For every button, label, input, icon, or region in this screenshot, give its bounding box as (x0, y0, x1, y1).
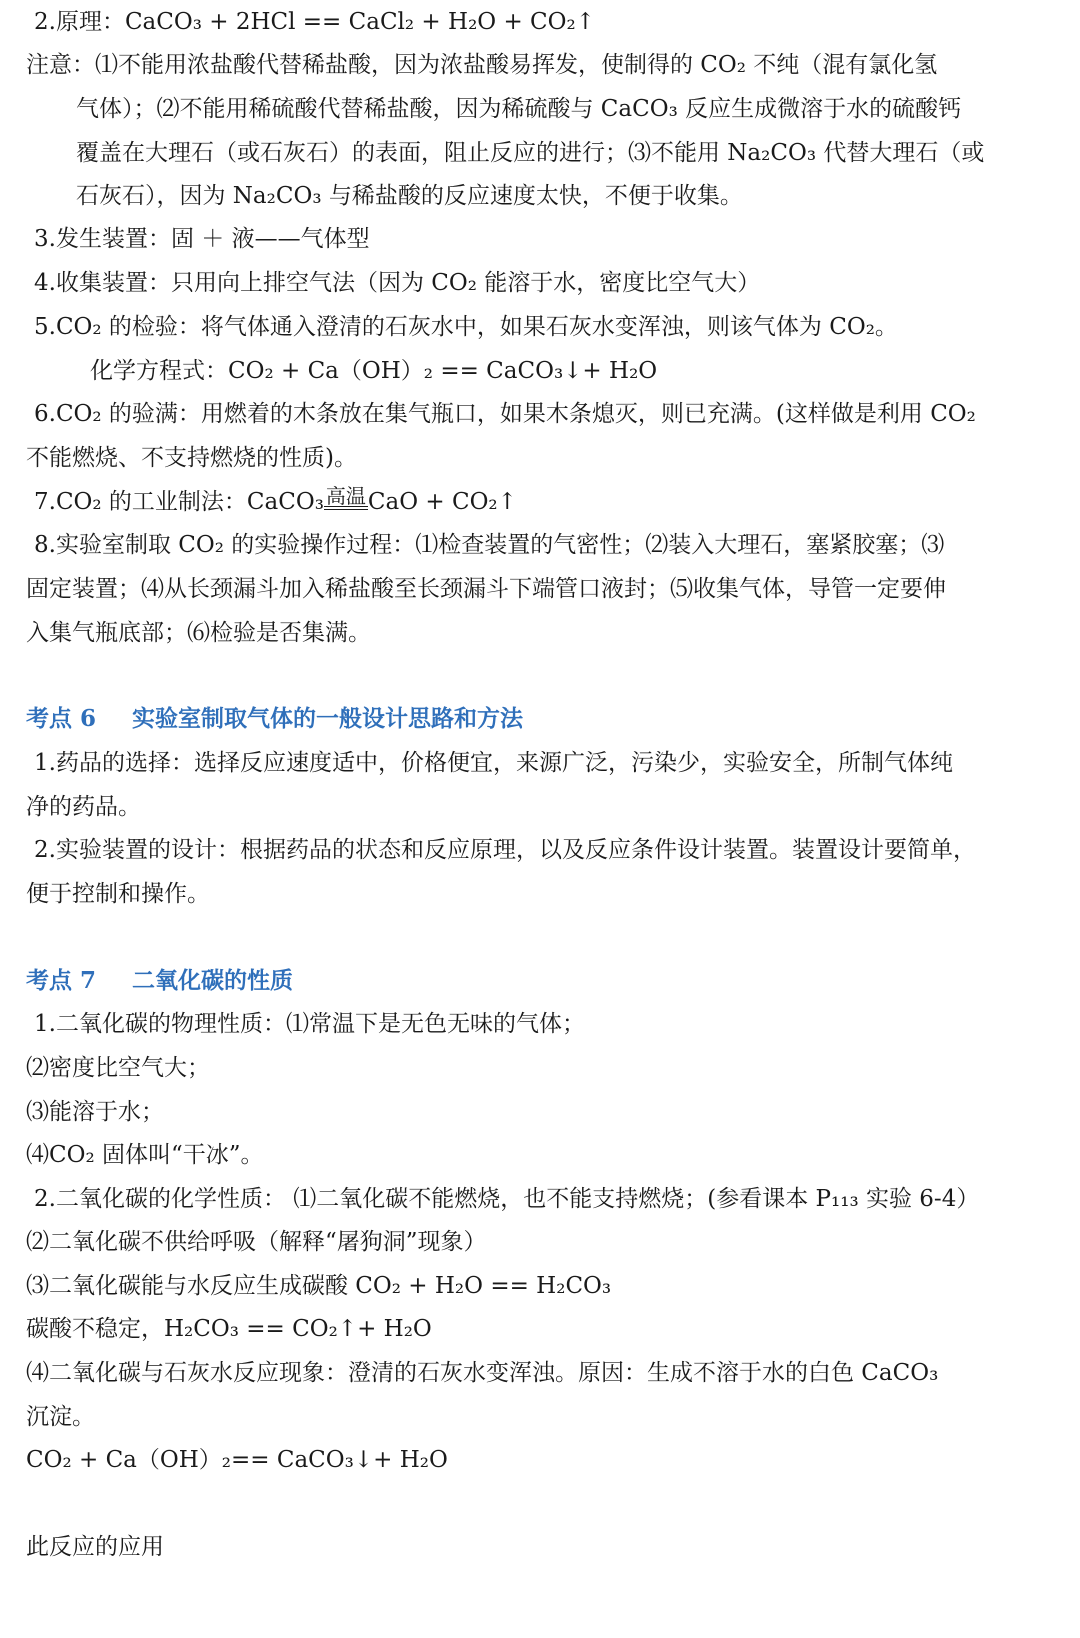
full-check-line-1: 6.CO₂ 的验满：用燃着的木条放在集气瓶口，如果木条熄灭，则已充满。(这样做是利用 CO₂ (34, 401, 976, 427)
note-line-2: 气体）；⑵不能用稀硫酸代替稀盐酸，因为稀硫酸与 CaCO₃ 反应生成微溶于水的硫酸钙 (76, 96, 962, 122)
section-7-line-2: ⑵密度比空气大； (26, 1055, 210, 1081)
section-7-line-10: 沉淀。 (26, 1404, 95, 1430)
apparatus-line: 3.发生装置：固 ＋ 液——气体型 (34, 226, 370, 252)
collection-line: 4.收集装置：只用向上排空气法（因为 CO₂ 能溶于水，密度比空气大） (34, 270, 761, 296)
note-line-4: 石灰石），因为 Na₂CO₃ 与稀盐酸的反应速度太快，不便于收集。 (76, 183, 743, 209)
industrial-equation-product: CaO + CO₂↑ (367, 489, 517, 515)
principle-line: 2.原理：CaCO₃ + 2HCl == CaCl₂ + H₂O + CO₂↑ (34, 9, 595, 35)
section-7-line-7: ⑶二氧化碳能与水反应生成碳酸 CO₂ + H₂O == H₂CO₃ (26, 1273, 612, 1299)
industrial-equation-reactant: 7.CO₂ 的工业制法：CaCO₃ (34, 489, 324, 515)
section-6-line-1: 1.药品的选择：选择反应速度适中，价格便宜，来源广泛，污染少，实验安全，所制气体纯 (34, 750, 953, 776)
section-7-line-1: 1.二氧化碳的物理性质：⑴常温下是无色无味的气体； (34, 1011, 585, 1037)
section-7-line-11: CO₂ + Ca（OH）₂== CaCO₃↓+ H₂O (26, 1447, 448, 1473)
industrial-equation (34, 480, 1050, 524)
section-7-line-8: 碳酸不稳定，H₂CO₃ == CO₂↑+ H₂O (26, 1316, 432, 1342)
section-7-line-9: ⑷二氧化碳与石灰水反应现象：澄清的石灰水变浑浊。原因：生成不溶于水的白色 CaCO₃ (26, 1360, 939, 1386)
section-6-line-2: 净的药品。 (26, 794, 141, 820)
section-7-heading (26, 959, 1050, 1003)
section-6-line-3: 2.实验装置的设计：根据药品的状态和反应原理，以及反应条件设计装置。装置设计要简单， (34, 837, 976, 863)
procedure-line-3: 入集气瓶底部；⑹检验是否集满。 (26, 620, 371, 646)
section-7-number: 考点 7 (26, 967, 97, 994)
reaction-condition: 高温 (325, 484, 366, 508)
section-7-line-4: ⑷CO₂ 固体叫“干冰”。 (26, 1142, 264, 1168)
section-7-line-6: ⑵二氧化碳不供给呼吸（解释“屠狗洞”现象） (26, 1229, 487, 1255)
section-6-line-4: 便于控制和操作。 (26, 881, 210, 907)
section-7-line-12: 此反应的应用 (26, 1534, 164, 1560)
note-line-3: 覆盖在大理石（或石灰石）的表面，阻止反应的进行；⑶不能用 Na₂CO₃ 代替大理石（或 (76, 140, 985, 166)
section-6-heading (26, 697, 1050, 741)
procedure-line-1: 8.实验室制取 CO₂ 的实验操作过程：⑴检查装置的气密性；⑵装入大理石，塞紧胶塞；⑶ (34, 532, 945, 558)
test-line: 5.CO₂ 的检验：将气体通入澄清的石灰水中，如果石灰水变浑浊，则该气体为 CO₂。 (34, 314, 898, 340)
section-6-title: 实验室制取气体的一般设计思路和方法 (132, 705, 523, 732)
section-7-line-3: ⑶能溶于水； (26, 1099, 164, 1125)
note-line-1: 注意：⑴不能用浓盐酸代替稀盐酸，因为浓盐酸易挥发，使制得的 CO₂ 不纯（混有氯化氢 (26, 52, 938, 78)
test-equation: 化学方程式：CO₂ + Ca（OH）₂ == CaCO₃↓+ H₂O (90, 358, 658, 384)
procedure-line-2: 固定装置；⑷从长颈漏斗加入稀盐酸至长颈漏斗下端管口液封；⑸收集气体，导管一定要伸 (26, 576, 946, 602)
section-6-number: 考点 6 (26, 705, 97, 732)
full-check-line-2: 不能燃烧、不支持燃烧的性质)。 (26, 445, 357, 471)
section-7-title: 二氧化碳的性质 (132, 967, 293, 994)
section-7-line-5: 2.二氧化碳的化学性质： ⑴二氧化碳不能燃烧，也不能支持燃烧；(参看课本 P₁₁₃ 实验 6-4） (34, 1186, 980, 1212)
